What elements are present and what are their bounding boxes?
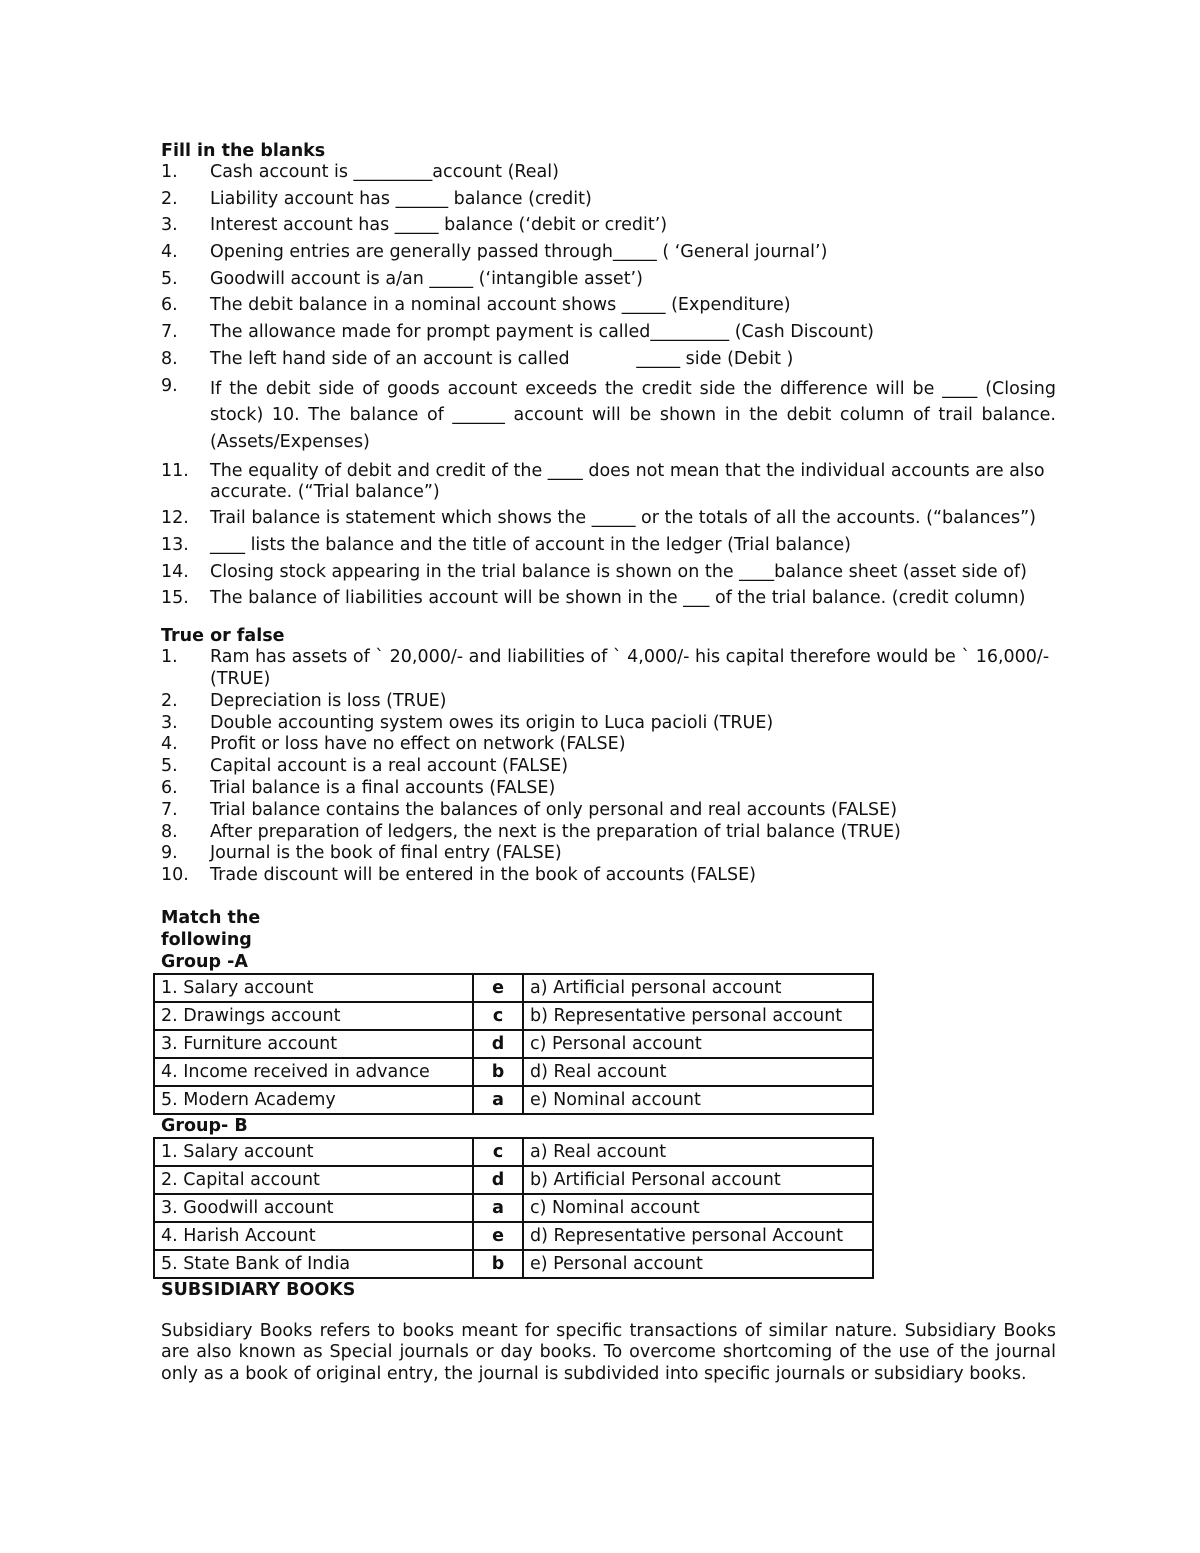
table-cell-item: 4. Income received in advance [154,1058,473,1086]
item-number: 9. [161,843,178,864]
table-cell-answer: e [473,974,523,1002]
list-item [161,647,1056,691]
list-item [161,269,1056,290]
table-cell-option: e) Personal account [523,1250,873,1278]
item-number: 5. [161,756,178,777]
table-row [154,1194,873,1222]
list-item [161,535,1056,556]
table-row [154,1222,873,1250]
table-cell-item: 2. Drawings account [154,1002,473,1030]
item-number: 12. [161,508,189,529]
item-text: The equality of debit and credit of the ____ does not mean that the individual accounts are also accurate. (“Trial balance”) [210,460,1045,502]
list-item [161,843,1056,865]
table-cell-answer: b [473,1058,523,1086]
table-row [154,1058,873,1086]
table-cell-option: e) Nominal account [523,1086,873,1114]
table-cell-answer: c [473,1002,523,1030]
table-row [154,1250,873,1278]
item-text: Closing stock appearing in the trial balance is shown on the ____balance sheet (asset side of) [210,561,1027,582]
table-row [154,1138,873,1166]
table-row [154,1166,873,1194]
item-text: If the debit side of goods account exceeds the credit side the difference will be ____ (Closing stock) 10. The balance of ______ account will be shown in the debit column of trail balance. (Assets/Expenses) [210,378,1056,452]
item-number: 10. [161,865,189,886]
list-item [161,242,1056,263]
item-text: Interest account has _____ balance (‘debit or credit’) [210,215,668,236]
table-cell-answer: b [473,1250,523,1278]
item-text: Opening entries are generally passed through_____ ( ‘General journal’) [210,242,828,263]
item-text: Journal is the book of final entry (FALSE) [210,843,562,864]
item-number: 4. [161,734,178,755]
table-cell-option: d) Representative personal Account [523,1222,873,1250]
table-cell-answer: e [473,1222,523,1250]
item-number: 15. [161,588,189,609]
table-row [154,1030,873,1058]
table-cell-item: 5. State Bank of India [154,1250,473,1278]
item-number: 6. [161,295,178,316]
table-cell-answer: c [473,1138,523,1166]
list-item [161,508,1056,529]
group-a-title: Group -A [161,951,248,972]
list-item [161,562,1056,583]
group-a-table [153,973,874,1115]
table-cell-option: d) Real account [523,1058,873,1086]
table-row [154,1002,873,1030]
table-cell-item: 1. Salary account [154,974,473,1002]
item-number: 13. [161,535,189,556]
item-number: 11. [161,460,189,481]
table-cell-answer: a [473,1194,523,1222]
item-text: Ram has assets of ` 20,000/- and liabilities of ` 4,000/- his capital therefore would be ` 16,000/- (TRUE) [210,647,1050,689]
table-cell-item: 1. Salary account [154,1138,473,1166]
table-cell-option: b) Representative personal account [523,1002,873,1030]
item-text: Trail balance is statement which shows the _____ or the totals of all the accounts. (“balances”) [210,508,1036,529]
list-item [161,295,1056,316]
item-number: 8. [161,821,178,842]
list-item [161,588,1056,609]
item-text: The debit balance in a nominal account shows _____ (Expenditure) [210,295,791,316]
item-text: Trade discount will be entered in the book of accounts (FALSE) [210,865,756,886]
list-item [161,734,1056,756]
list-item [161,189,1056,210]
table-cell-item: 4. Harish Account [154,1222,473,1250]
match-heading-line1: Match the [161,907,261,928]
item-text: Liability account has ______ balance (credit) [210,188,592,209]
item-text: Depreciation is loss (TRUE) [210,690,447,711]
list-item [161,376,1056,456]
item-text: Trial balance is a final accounts (FALSE) [210,777,556,798]
item-text: Profit or loss have no effect on network (FALSE) [210,734,626,755]
item-number: 5. [161,268,178,289]
item-number: 2. [161,188,178,209]
list-item [161,349,1056,370]
list-item [161,322,1056,343]
item-number: 1. [161,162,178,182]
item-text: Goodwill account is a/an _____ (‘intangible asset’) [210,268,643,289]
item-number: 7. [161,322,178,343]
fill-in-blanks-list [161,162,1056,609]
item-number: 2. [161,690,178,711]
item-number: 3. [161,712,178,733]
item-number: 8. [161,348,178,369]
list-item [161,713,1056,735]
item-number: 14. [161,561,189,582]
true-or-false-list [161,647,1056,887]
item-text: After preparation of ledgers, the next is the preparation of trial balance (TRUE) [210,821,901,842]
subsidiary-books-heading: SUBSIDIARY BOOKS [161,1279,356,1300]
subsidiary-books-paragraph: Subsidiary Books refers to books meant for specific transactions of similar nature. Subsidiary Books are also known as Special journals or day books. To overcome shortcoming of the use of the journal only as a book of original entry, the journal is subdivided into specific journals or subsidiary books. [161,1320,1056,1384]
list-item [161,691,1056,713]
table-cell-option: b) Artificial Personal account [523,1166,873,1194]
list-item [161,778,1056,800]
list-item [161,756,1056,778]
item-text: Double accounting system owes its origin to Luca pacioli (TRUE) [210,712,774,733]
fill-in-blanks-heading: Fill in the blanks [161,141,326,161]
item-text: The left hand side of an account is called _____ side (Debit ) [210,348,794,369]
item-number: 4. [161,242,178,263]
list-item [161,461,1056,503]
table-cell-item: 5. Modern Academy [154,1086,473,1114]
item-text: Cash account is _________account (Real) [210,162,559,182]
table-row [154,974,873,1002]
table-cell-option: a) Artificial personal account [523,974,873,1002]
table-cell-option: c) Nominal account [523,1194,873,1222]
match-heading-line2: following [161,929,252,950]
list-item [161,162,1056,183]
list-item [161,822,1056,844]
document-content [161,140,1056,1385]
list-item [161,800,1056,822]
item-number: 6. [161,777,178,798]
item-text: Capital account is a real account (FALSE) [210,756,569,777]
item-text: The balance of liabilities account will be shown in the ___ of the trial balance. (credit column) [210,588,1026,609]
group-b-title: Group- B [161,1115,248,1136]
table-cell-answer: a [473,1086,523,1114]
item-number: 9. [161,375,178,396]
item-text: ____ lists the balance and the title of account in the ledger (Trial balance) [210,535,851,556]
list-item [161,865,1056,887]
table-cell-answer: d [473,1166,523,1194]
list-item [161,215,1056,236]
table-cell-item: 3. Goodwill account [154,1194,473,1222]
table-cell-option: a) Real account [523,1138,873,1166]
item-number: 1. [161,647,178,668]
table-cell-item: 3. Furniture account [154,1030,473,1058]
item-number: 7. [161,799,178,820]
true-or-false-heading: True or false [161,626,285,647]
item-number: 3. [161,215,178,236]
table-row [154,1086,873,1114]
table-cell-item: 2. Capital account [154,1166,473,1194]
table-cell-answer: d [473,1030,523,1058]
item-text: The allowance made for prompt payment is called_________ (Cash Discount) [210,322,874,343]
group-b-table [153,1137,874,1279]
table-cell-option: c) Personal account [523,1030,873,1058]
item-text: Trial balance contains the balances of only personal and real accounts (FALSE) [210,799,898,820]
